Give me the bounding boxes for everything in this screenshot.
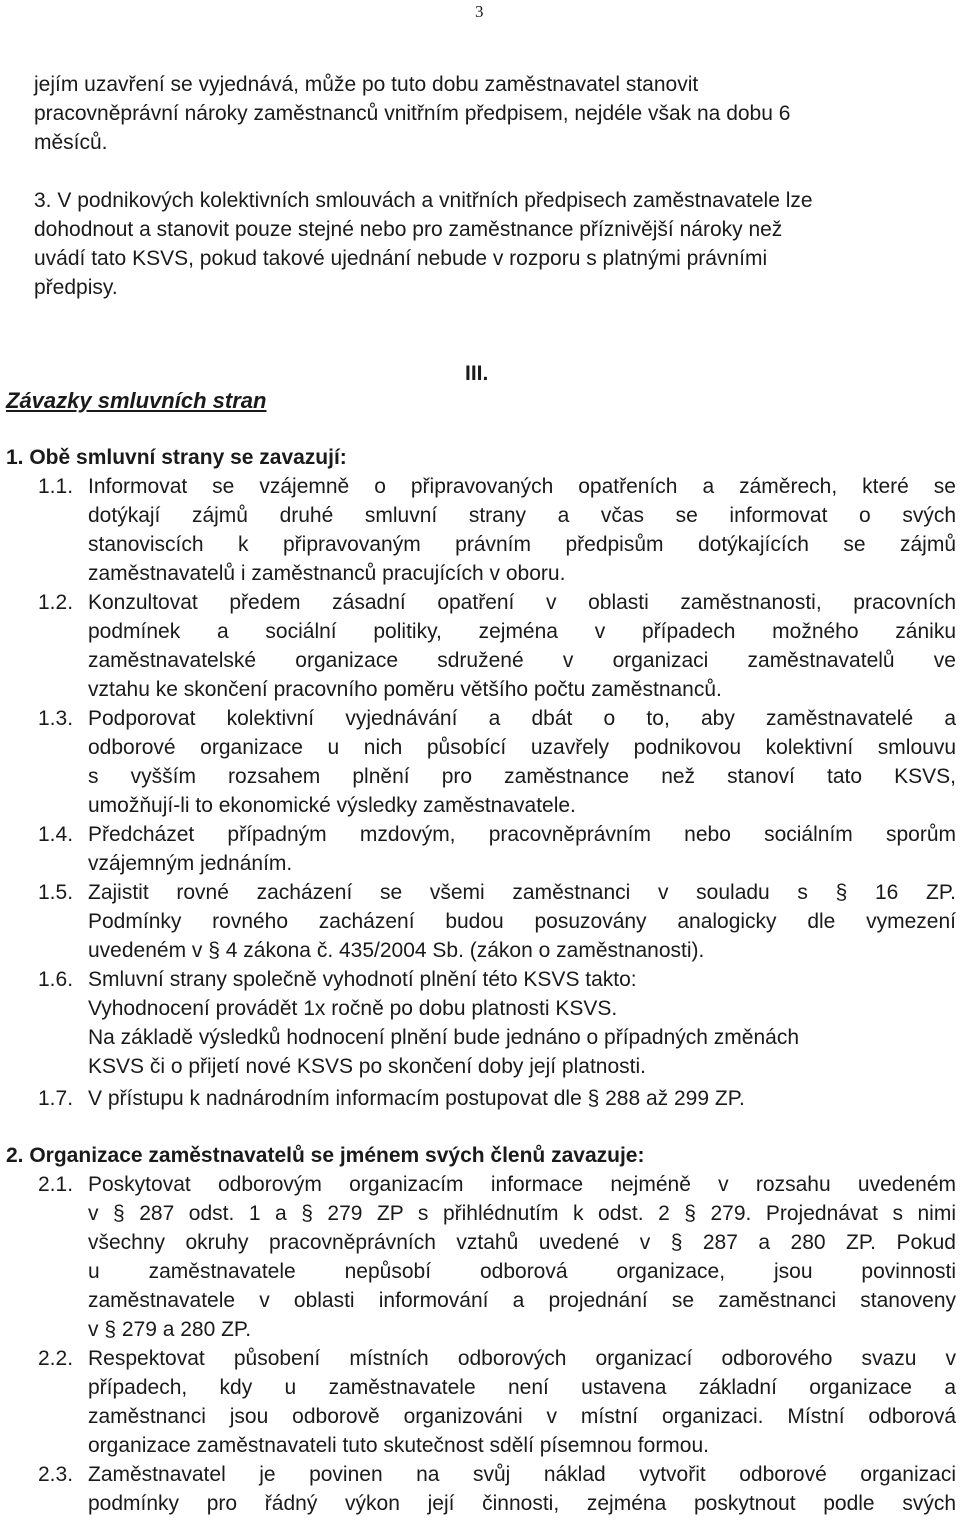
item-line: Podmínky rovného zacházení budou posuzovány analogicky dle vymezení — [88, 910, 956, 933]
para3-line: 3. V podnikových kolektivních smlouvách a vnitřních předpisech zaměstnavatele lze — [34, 189, 813, 212]
item-line: zaměstnavatelů i zaměstnanců pracujících v oboru. — [88, 562, 566, 585]
item-number: 1.1. — [38, 475, 74, 498]
item-line: odborové organizace u nich působící uzavřely podnikovou kolektivní smlouvu — [88, 736, 956, 759]
item-number: 1.5. — [38, 881, 74, 904]
section-title: Závazky smluvních stran — [6, 388, 267, 413]
item-line: uvedeném v § 4 zákona č. 435/2004 Sb. (zákon o zaměstnanosti). — [88, 939, 705, 962]
item-number: 2.2. — [38, 1347, 74, 1370]
item-line: zaměstnanci jsou odborově organizováni v místní organizaci. Místní odborová — [88, 1405, 956, 1428]
item-line: umožňují-li to ekonomické výsledky zaměstnavatele. — [88, 794, 576, 817]
section-number: III. — [465, 362, 489, 385]
item-line: dotýkají zájmů druhé smluvní strany a včas se informovat o svých — [88, 504, 956, 527]
item-line: případech, kdy u zaměstnavatele není ustavena základní organizace a — [88, 1376, 956, 1399]
item-line: Konzultovat předem zásadní opatření v oblasti zaměstnanosti, pracovních — [88, 591, 956, 614]
item-line: vztahu ke skončení pracovního poměru většího počtu zaměstnanců. — [88, 678, 722, 701]
item-number: 1.4. — [38, 823, 74, 846]
item-number: 1.2. — [38, 591, 74, 614]
page-number: 3 — [475, 2, 484, 21]
intro-line: jejím uzavření se vyjednává, může po tuto dobu zaměstnavatel stanovit — [34, 73, 699, 96]
item-line: Vyhodnocení provádět 1x ročně po dobu platnosti KSVS. — [88, 997, 618, 1020]
item-line: Na základě výsledků hodnocení plnění bude jednáno o případných změnách — [88, 1026, 799, 1049]
item-line: vzájemným jednáním. — [88, 852, 293, 875]
item-line: podmínek a sociální politiky, zejména v případech možného zániku — [88, 620, 956, 643]
item-line: zaměstnavatele v oblasti informování a projednání se zaměstnanci stanoveny — [88, 1289, 956, 1312]
item-line: podmínky pro řádný výkon její činnosti, zejména poskytnout podle svých — [88, 1492, 956, 1515]
item-line: Zajistit rovné zacházení se všemi zaměstnanci v souladu s § 16 ZP. — [88, 881, 956, 904]
item-number: 1.7. — [38, 1087, 74, 1110]
item-line: stanoviscích k připravovaným právním předpisům dotýkajících se zájmů — [88, 533, 956, 556]
item-number: 2.1. — [38, 1173, 74, 1196]
item-line: Předcházet případným mzdovým, pracovněprávním nebo sociálním sporům — [88, 823, 956, 846]
item-line: KSVS či o přijetí nové KSVS po skončení doby její platnosti. — [88, 1055, 646, 1078]
item-line: V přístupu k nadnárodním informacím postupovat dle § 288 až 299 ZP. — [88, 1087, 745, 1110]
item-line: u zaměstnavatele nepůsobí odborová organizace, jsou povinnosti — [88, 1260, 956, 1283]
item-number: 1.3. — [38, 707, 74, 730]
item-number: 2.3. — [38, 1463, 74, 1486]
item-number: 1.6. — [38, 968, 74, 991]
item-line: Respektovat působení místních odborových organizací odborového svazu v — [88, 1347, 956, 1370]
item-line: s vyšším rozsahem plnění pro zaměstnance než stanoví tato KSVS, — [88, 765, 956, 788]
para3-line: uvádí tato KSVS, pokud takové ujednání nebude v rozporu s platnými právními — [34, 247, 768, 270]
heading-1: 1. Obě smluvní strany se zavazují: — [6, 446, 347, 469]
para3-line: dohodnout a stanovit pouze stejné nebo pro zaměstnance příznivější nároky než — [34, 218, 783, 241]
para3-line: předpisy. — [34, 276, 118, 299]
item-line: všechny okruhy pracovněprávních vztahů uvedené v § 287 a 280 ZP. Pokud — [88, 1231, 956, 1254]
intro-line: měsíců. — [34, 131, 108, 154]
intro-line: pracovněprávní nároky zaměstnanců vnitřním předpisem, nejdéle však na dobu 6 — [34, 102, 791, 125]
item-line: Podporovat kolektivní vyjednávání a dbát o to, aby zaměstnavatelé a — [88, 707, 956, 730]
item-line: Smluvní strany společně vyhodnotí plnění této KSVS takto: — [88, 968, 637, 991]
item-line: v § 279 a 280 ZP. — [88, 1318, 252, 1341]
item-line: Informovat se vzájemně o připravovaných opatřeních a záměrech, které se — [88, 475, 956, 498]
item-line: zaměstnavatelské organizace sdružené v organizaci zaměstnavatelů ve — [88, 649, 956, 672]
item-line: v § 287 odst. 1 a § 279 ZP s přihlédnutím k odst. 2 § 279. Projednávat s nimi — [88, 1202, 956, 1225]
item-line: organizace zaměstnavateli tuto skutečnost sdělí písemnou formou. — [88, 1434, 709, 1457]
heading-2: 2. Organizace zaměstnavatelů se jménem svých členů zavazuje: — [6, 1144, 645, 1167]
item-line: Poskytovat odborovým organizacím informace nejméně v rozsahu uvedeném — [88, 1173, 956, 1196]
item-line: Zaměstnavatel je povinen na svůj náklad vytvořit odborové organizaci — [88, 1463, 956, 1486]
